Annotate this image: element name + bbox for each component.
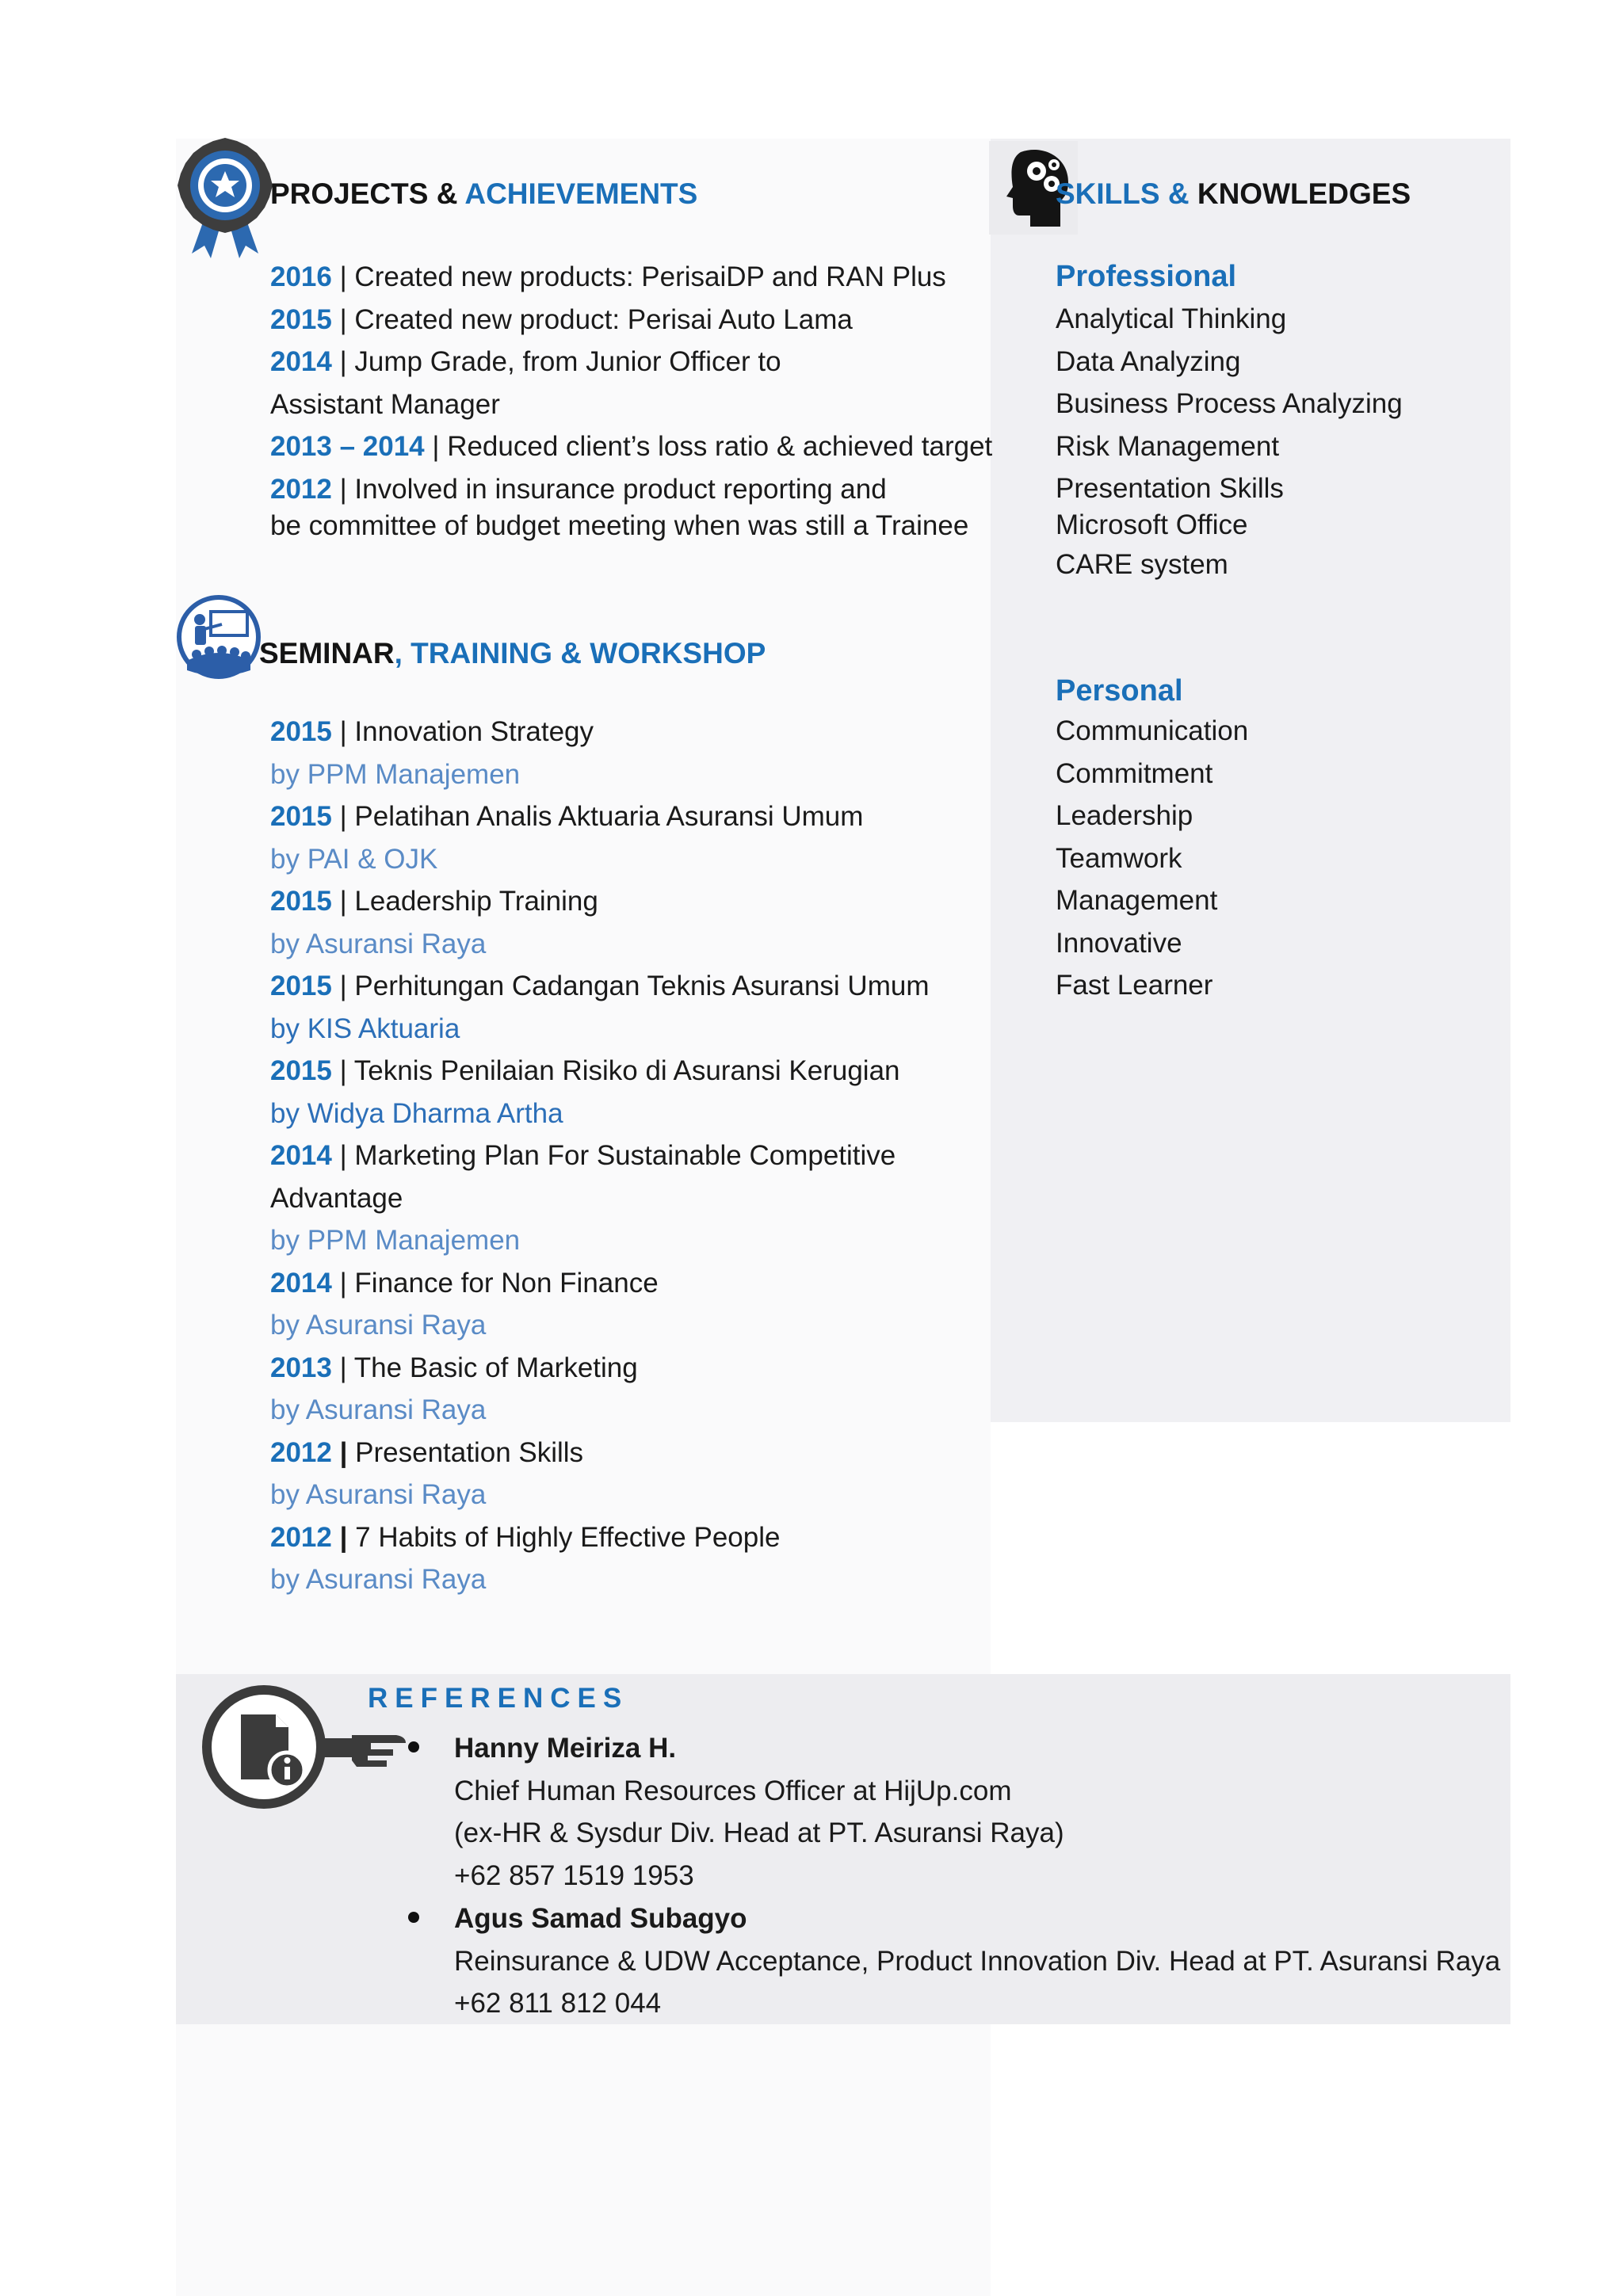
seminar-title: Finance for Non Finance xyxy=(354,1267,659,1299)
project-entry: 2012 | Involved in insurance product reporting and xyxy=(270,473,887,505)
project-text: Involved in insurance product reporting and xyxy=(354,473,887,505)
personal-heading: Personal xyxy=(1056,674,1183,707)
seminar-title: Presentation Skills xyxy=(355,1436,584,1468)
seminar-entry: 2012 | 7 Habits of Highly Effective People xyxy=(270,1521,781,1553)
seminar-year: 2015 xyxy=(270,886,332,917)
project-year: 2013 – 2014 xyxy=(270,431,425,462)
seminar-organizer: by PAI & OJK xyxy=(270,843,438,875)
seminar-title: The Basic of Marketing xyxy=(353,1352,638,1383)
project-text-continued: Assistant Manager xyxy=(270,388,500,420)
seminar-year: 2015 xyxy=(270,971,332,1001)
seminar-title: Perhitungan Cadangan Teknis Asuransi Umum xyxy=(354,971,930,1001)
professional-list xyxy=(1056,298,1403,586)
seminar-organizer: by Asuransi Raya xyxy=(270,1310,487,1341)
project-entry: 2014 | Jump Grade, from Junior Officer to xyxy=(270,346,781,377)
skill-item: Risk Management xyxy=(1056,430,1280,462)
seminar-organizer: by Asuransi Raya xyxy=(270,1479,487,1510)
seminar-year: 2014 xyxy=(270,1267,332,1299)
skills-heading-blue: SKILLS & xyxy=(1056,177,1190,210)
seminar-year: 2013 xyxy=(270,1352,332,1383)
seminar-year: 2015 xyxy=(270,1055,332,1086)
project-text: Created new products: PerisaiDP and RAN Plus xyxy=(354,261,946,292)
seminar-title: Pelatihan Analis Aktuaria Asuransi Umum xyxy=(354,801,864,832)
seminar-title: Teknis Penilaian Risiko di Asuransi Kerugian xyxy=(353,1055,900,1086)
project-year: 2015 xyxy=(270,303,332,335)
skill-item: Management xyxy=(1056,885,1218,916)
bullet-icon xyxy=(408,1741,419,1753)
seminar-organizer: by Widya Dharma Artha xyxy=(270,1097,563,1129)
seminar-heading-blue: , TRAINING & WORKSHOP xyxy=(394,637,766,669)
seminar-year: 2012 xyxy=(270,1521,332,1553)
project-text: Jump Grade, from Junior Officer to xyxy=(354,346,781,377)
project-text: Reduced client’s loss ratio & achieved target xyxy=(447,431,993,462)
skill-item: Data Analyzing xyxy=(1056,345,1241,377)
skill-item: Commitment xyxy=(1056,757,1213,789)
skill-item: Teamwork xyxy=(1056,842,1182,874)
seminar-entry: 2015 | Leadership Training xyxy=(270,886,598,917)
seminar-entry: 2015 | Teknis Penilaian Risiko di Asuransi Kerugian xyxy=(270,1055,900,1086)
project-entry: 2013 – 2014 | Reduced client’s loss ratio & achieved target xyxy=(270,431,993,462)
skill-item: Analytical Thinking xyxy=(1056,303,1287,334)
seminar-list xyxy=(270,711,929,1601)
reference-person xyxy=(454,1727,1064,1897)
seminar-entry: 2014 | Finance for Non Finance xyxy=(270,1267,659,1299)
projects-heading-dark: PROJECTS & xyxy=(270,177,458,210)
seminar-title: Innovation Strategy xyxy=(354,716,594,747)
projects-heading-blue: ACHIEVEMENTS xyxy=(464,177,698,210)
skill-item: Presentation Skills xyxy=(1056,473,1284,504)
seminar-title: Leadership Training xyxy=(354,886,598,917)
skill-item: Fast Learner xyxy=(1056,970,1213,1001)
project-year: 2012 xyxy=(270,473,332,505)
skill-item: Microsoft Office xyxy=(1056,509,1248,540)
reference-name: Hanny Meiriza H. xyxy=(454,1733,677,1764)
skill-item: CARE system xyxy=(1056,549,1228,580)
seminar-organizer: by Asuransi Raya xyxy=(270,1394,487,1425)
reference-phone: +62 857 1519 1953 xyxy=(454,1859,694,1891)
project-year: 2016 xyxy=(270,261,332,292)
reference-role: Reinsurance & UDW Acceptance, Product Innovation Div. Head at PT. Asuransi Raya xyxy=(454,1945,1501,1977)
project-year: 2014 xyxy=(270,346,332,377)
seminar-heading xyxy=(259,636,766,671)
skill-item: Communication xyxy=(1056,715,1249,746)
personal-list xyxy=(1056,710,1248,1007)
seminar-year: 2014 xyxy=(270,1140,332,1171)
seminar-organizer: by PPM Manajemen xyxy=(270,758,521,790)
seminar-title: Marketing Plan For Sustainable Competitive xyxy=(354,1140,896,1171)
seminar-entry: 2014 | Marketing Plan For Sustainable Competitive xyxy=(270,1140,896,1171)
seminar-entry: 2012 | Presentation Skills xyxy=(270,1436,584,1468)
seminar-title: 7 Habits of Highly Effective People xyxy=(355,1521,781,1553)
professional-heading: Professional xyxy=(1056,260,1237,293)
reference-phone: +62 811 812 044 xyxy=(454,1988,662,2019)
projects-list xyxy=(270,256,992,544)
seminar-title-continued: Advantage xyxy=(270,1182,403,1214)
presentation-audience-icon xyxy=(176,593,262,681)
references-heading: REFERENCES xyxy=(368,1683,629,1714)
reference-name: Agus Samad Subagyo xyxy=(454,1903,747,1934)
skills-heading-dark: KNOWLEDGES xyxy=(1197,177,1411,210)
seminar-organizer: by PPM Manajemen xyxy=(270,1225,521,1256)
project-entry: 2015 | Created new product: Perisai Auto Lama xyxy=(270,303,853,335)
seminar-organizer: by Asuransi Raya xyxy=(270,1564,487,1595)
seminar-entry: 2013 | The Basic of Marketing xyxy=(270,1352,638,1383)
seminar-organizer: by Asuransi Raya xyxy=(270,928,487,959)
seminar-entry: 2015 | Pelatihan Analis Aktuaria Asuransi Umum xyxy=(270,801,864,832)
project-text-continued: be committee of budget meeting when was still a Trainee xyxy=(270,509,969,541)
seminar-organizer: by KIS Aktuaria xyxy=(270,1013,460,1044)
skill-item: Leadership xyxy=(1056,800,1193,831)
reference-role-previous: (ex-HR & Sysdur Div. Head at PT. Asuransi Raya) xyxy=(454,1817,1064,1848)
seminar-year: 2012 xyxy=(270,1436,332,1468)
skill-item: Business Process Analyzing xyxy=(1056,388,1403,419)
project-text: Created new product: Perisai Auto Lama xyxy=(354,303,853,335)
reference-person xyxy=(454,1897,1500,2025)
seminar-year: 2015 xyxy=(270,716,332,747)
personal-skills xyxy=(1056,672,1248,1007)
seminar-year: 2015 xyxy=(270,801,332,832)
reference-role: Chief Human Resources Officer at HijUp.com xyxy=(454,1775,1012,1806)
bullet-icon xyxy=(408,1912,419,1923)
skill-item: Innovative xyxy=(1056,927,1182,959)
project-entry: 2016 | Created new products: PerisaiDP and RAN Plus xyxy=(270,261,946,292)
projects-heading xyxy=(270,177,697,212)
professional-skills xyxy=(1056,256,1403,586)
skills-heading xyxy=(1056,177,1411,212)
seminar-entry: 2015 | Innovation Strategy xyxy=(270,716,594,747)
seminar-heading-dark: SEMINAR xyxy=(259,637,395,669)
seminar-entry: 2015 | Perhitungan Cadangan Teknis Asuransi Umum xyxy=(270,971,930,1001)
